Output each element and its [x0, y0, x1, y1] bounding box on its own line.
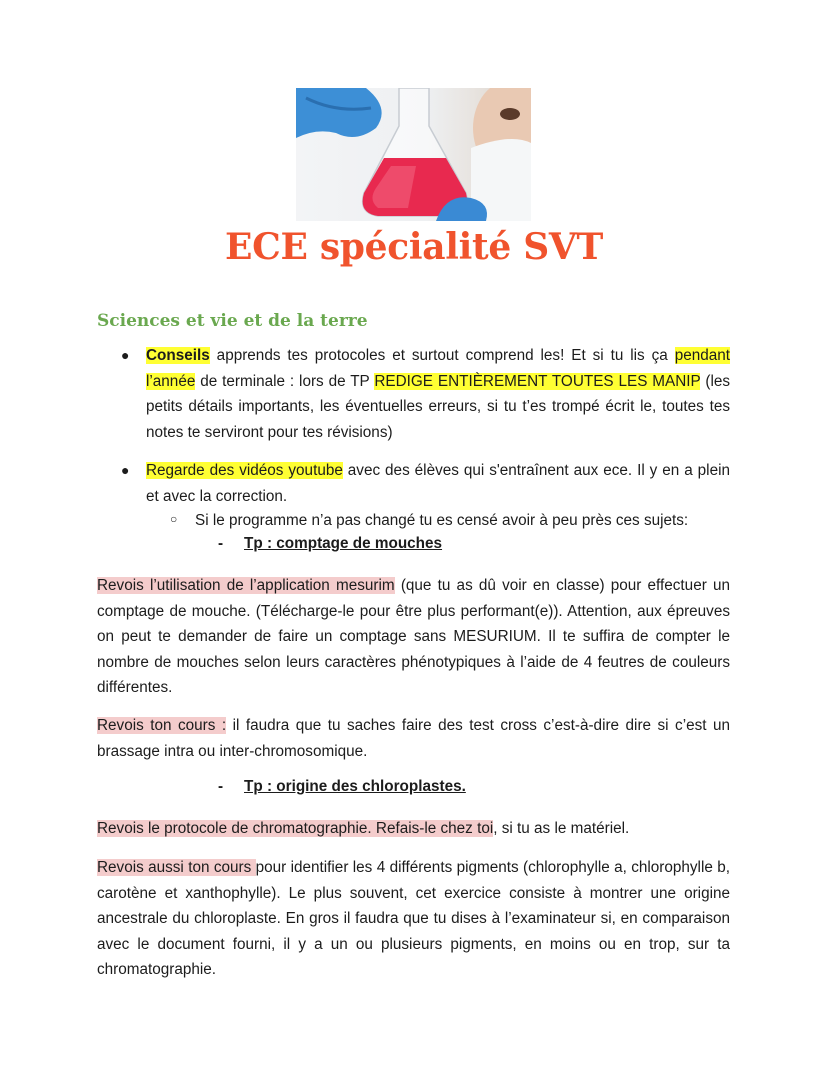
bullet-marker: ●: [121, 462, 130, 478]
sub-bullet-text: Si le programme n’a pas changé tu es censé avoir à peu près ces sujets:: [195, 512, 689, 529]
bullet1-highlight-1: pendant l’année: [146, 347, 730, 390]
tp1-heading: Tp : comptage de mouches: [244, 535, 443, 552]
page-title: ECE spécialité SVT: [224, 226, 604, 268]
bullet1-text-3: (les petits détails importants, les éventuelles erreurs, si tu t’es trompé écrit le, toutes tes notes te serviront pour tes révisions): [146, 372, 730, 441]
para2-highlight: Revois ton cours :: [97, 717, 227, 734]
flask-illustration: [296, 88, 531, 221]
bullet2-highlight: Regarde des vidéos youtube: [146, 462, 343, 479]
tp1-dash: -: [218, 535, 224, 552]
bullet1-text-1: apprends tes protocoles et surtout comprend les! Et si tu lis ça: [209, 347, 675, 364]
bullet1-highlight-2: REDIGE ENTIÈREMENT TOUTES LES MANIP: [374, 372, 701, 390]
bullet2-text: avec des élèves qui s'entraînent aux ece. Il y en a plein et avec la correction.: [146, 462, 730, 505]
para3-highlight: Revois le protocole de chromatographie. Refais-le chez toi: [97, 820, 494, 837]
para2-text: il faudra que tu saches faire des test cross c’est-à-dire dire si c’est un brassage intra ou inter-chromosomique.: [97, 717, 730, 760]
bullet-conseils: [146, 343, 730, 445]
para1-text: (que tu as dû voir en classe) pour effectuer un comptage de mouche. (Télécharge-le pour être plus performant(e)). Attention, aux épreuves on peut te demander de faire un comptage sans MESURIUM. Il te suffira de compter le nombre de mouches selon leurs caractères phénotypiques à l’aide de 4 feutres de couleurs différentes.: [97, 577, 730, 697]
bullet-marker: ●: [121, 347, 130, 363]
bullet-youtube: [146, 458, 730, 509]
para4-highlight: Revois aussi ton cours: [97, 859, 256, 876]
laboratory-flask-photo: [296, 88, 531, 221]
paragraph-mesurim: [97, 573, 730, 701]
para1-highlight: Revois l’utilisation de l’application mesurim: [97, 577, 395, 594]
section-title: Sciences et vie et de la terre: [97, 311, 368, 331]
tp2-heading: Tp : origine des chloroplastes.: [244, 778, 466, 795]
para4-text: pour identifier les 4 différents pigments (chlorophylle a, chlorophylle b, carotène et xanthophylle). Le plus souvent, cet exercice consiste à montrer une origine ancestrale du chloroplaste. En gros il faudra que tu dises à l’examinateur si, en comparaison avec le document fourni, il y a un ou plusieurs pigments, en moins ou en trop, sur ta chromatographie.: [97, 859, 730, 979]
conseils-label: Conseils: [146, 347, 210, 364]
paragraph-cours: [97, 713, 730, 764]
para3-text: , si tu as le matériel.: [493, 820, 630, 837]
glove-top-shape: [296, 88, 382, 138]
sub-bullet-marker: ○: [170, 512, 178, 526]
tp2-dash: -: [218, 778, 224, 795]
paragraph-chromatographie: [97, 816, 730, 842]
eye-shape: [500, 108, 520, 120]
paragraph-pigments: [97, 855, 730, 983]
bullet1-text-2: de terminale : lors de TP: [195, 372, 375, 390]
